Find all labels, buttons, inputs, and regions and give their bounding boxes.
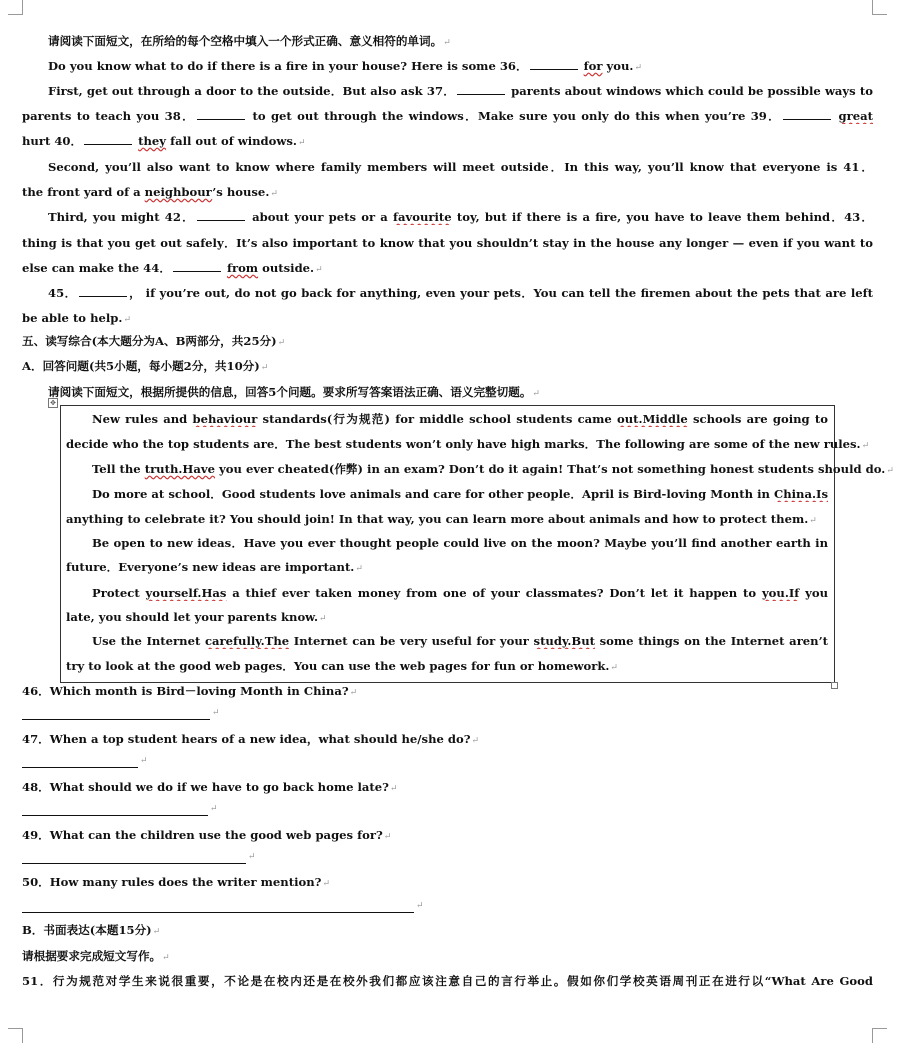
cloze-paragraph-4-line-3: else can make the 44． from outside.↵ [22, 261, 323, 275]
passage-paragraph-5-line-2: late, you should let your parents know.↵ [66, 610, 327, 624]
passage-paragraph-4-line-2: future．Everyone’s new ideas are important.↵ [66, 560, 363, 574]
cloze-instruction: 请阅读下面短文，在所给的每个空格中填入一个形式正确、意义相符的单词。↵ [48, 34, 451, 48]
passage-paragraph-1-line-2: decide who the top students are．The best students won’t only have high marks．The following are some of the new rules.↵ [66, 437, 870, 451]
crop-mark-bottom-right [872, 1028, 887, 1043]
blank-45[interactable] [79, 286, 127, 297]
paragraph-mark: ↵ [248, 852, 256, 862]
cloze-paragraph-2-line-3: hurt 40． they fall out of windows.↵ [22, 134, 306, 148]
paragraph-mark: ↵ [140, 756, 148, 766]
cloze-paragraph-5-line-1: 45． ， if you’re out, do not go back for anything, even your pets．You can tell the firemen about the pets that are left [48, 286, 873, 300]
question-49: 49．What can the children use the good web pages for?↵ [22, 828, 392, 842]
passage-paragraph-2: Tell the truth.Have you ever cheated(作弊) in an exam? Don’t do it again! That’s not something honest students should do.↵ [92, 462, 894, 476]
blank-37[interactable] [457, 84, 505, 95]
blank-39[interactable] [783, 109, 831, 120]
paragraph-mark: ↵ [416, 901, 424, 911]
table-move-handle-icon[interactable]: ✥ [48, 398, 58, 408]
section-5-heading: 五、读写综合(本大题分为A、B两部分，共25分)↵ [22, 334, 286, 348]
passage-paragraph-3-line-1: Do more at school．Good students love animals and care for other people．April is Bird-loving Month in China.Is [92, 487, 828, 501]
part-a-heading: A．回答问题(共5小题，每小题2分，共10分)↵ [22, 359, 269, 373]
blank-36[interactable] [530, 59, 578, 70]
question-47: 47．When a top student hears of a new idea，what should he/she do?↵ [22, 732, 480, 746]
cloze-paragraph-2-line-2: parents to teach you 38． to get out through the windows．Make sure you only do this when you’re 39． great [22, 109, 873, 123]
passage-paragraph-1-line-1: New rules and behaviour standards(行为规范) for middle school students came out.Middle schools are going to [92, 412, 828, 426]
paragraph-mark: ↵ [210, 804, 218, 814]
passage-paragraph-4-line-1: Be open to new ideas．Have you ever thought people could live on the moon? Maybe you’ll find another earth in [92, 536, 828, 550]
question-51: 51．行为规范对学生来说很重要，不论是在校内还是在校外我们都应该注意自己的言行举止。假如你们学校英语周刊正在进行以“What Are Good [22, 974, 873, 988]
answer-line-46[interactable] [22, 718, 210, 720]
paragraph-mark: ↵ [212, 708, 220, 718]
cloze-paragraph-3-line-1: Second, you’ll also want to know where family members will meet outside．In this way, you’ll know that everyone is 41． [48, 159, 873, 175]
blank-42[interactable] [197, 210, 245, 221]
passage-paragraph-6-line-1: Use the Internet carefully.The Internet can be very useful for your study.But some things on the Internet aren’t [92, 634, 828, 648]
part-b-heading: B．书面表达(本题15分)↵ [22, 923, 161, 937]
blank-44[interactable] [173, 261, 221, 272]
crop-mark-bottom-left [8, 1028, 23, 1043]
passage-paragraph-6-line-2: try to look at the good web pages．You can use the web pages for fun or homework.↵ [66, 659, 618, 673]
question-46: 46．Which month is Bird－loving Month in China?↵ [22, 684, 358, 698]
cloze-paragraph-5-line-2: be able to help.↵ [22, 311, 131, 325]
passage-paragraph-3-line-2: anything to celebrate it? You should join! In that way, you can learn more about animals and how to protect them.↵ [66, 512, 817, 526]
crop-mark-top-right [872, 0, 887, 15]
answer-line-48[interactable] [22, 814, 208, 816]
answer-line-47[interactable] [22, 766, 138, 768]
crop-mark-top-left [8, 0, 23, 15]
cloze-paragraph-3-line-2: the front yard of a neighbour’s house.↵ [22, 185, 278, 199]
cloze-paragraph-4-line-2: thing is that you get out safely．It’s also important to know that you shouldn’t stay in the house any longer — even if you want to [22, 236, 873, 250]
cloze-paragraph-2-line-1: First, get out through a door to the outside．But also ask 37． parents about windows which could be possible ways to [48, 84, 873, 98]
cloze-paragraph-4-line-1: Third, you might 42． about your pets or a favourite toy, but if there is a fire, you have to leave them behind．43． [48, 209, 873, 225]
blank-40[interactable] [84, 134, 132, 145]
cloze-paragraph-1: Do you know what to do if there is a fire in your house? Here is some 36． for you.↵ [48, 59, 643, 73]
passage-paragraph-5-line-1: Protect yourself.Has a thief ever taken money from one of your classmates? Don’t let it happen to you.If you [92, 586, 828, 600]
blank-38[interactable] [197, 109, 245, 120]
answer-line-49[interactable] [22, 862, 246, 864]
question-50: 50．How many rules does the writer mention?↵ [22, 875, 330, 889]
part-b-instruction: 请根据要求完成短文写作。↵ [22, 949, 170, 963]
part-a-instruction: 请阅读下面短文，根据所提供的信息，回答5个问题。要求所写答案语法正确、语义完整切题。↵ [48, 385, 540, 399]
question-48: 48．What should we do if we have to go back home late?↵ [22, 780, 398, 794]
answer-line-50[interactable] [22, 911, 414, 913]
